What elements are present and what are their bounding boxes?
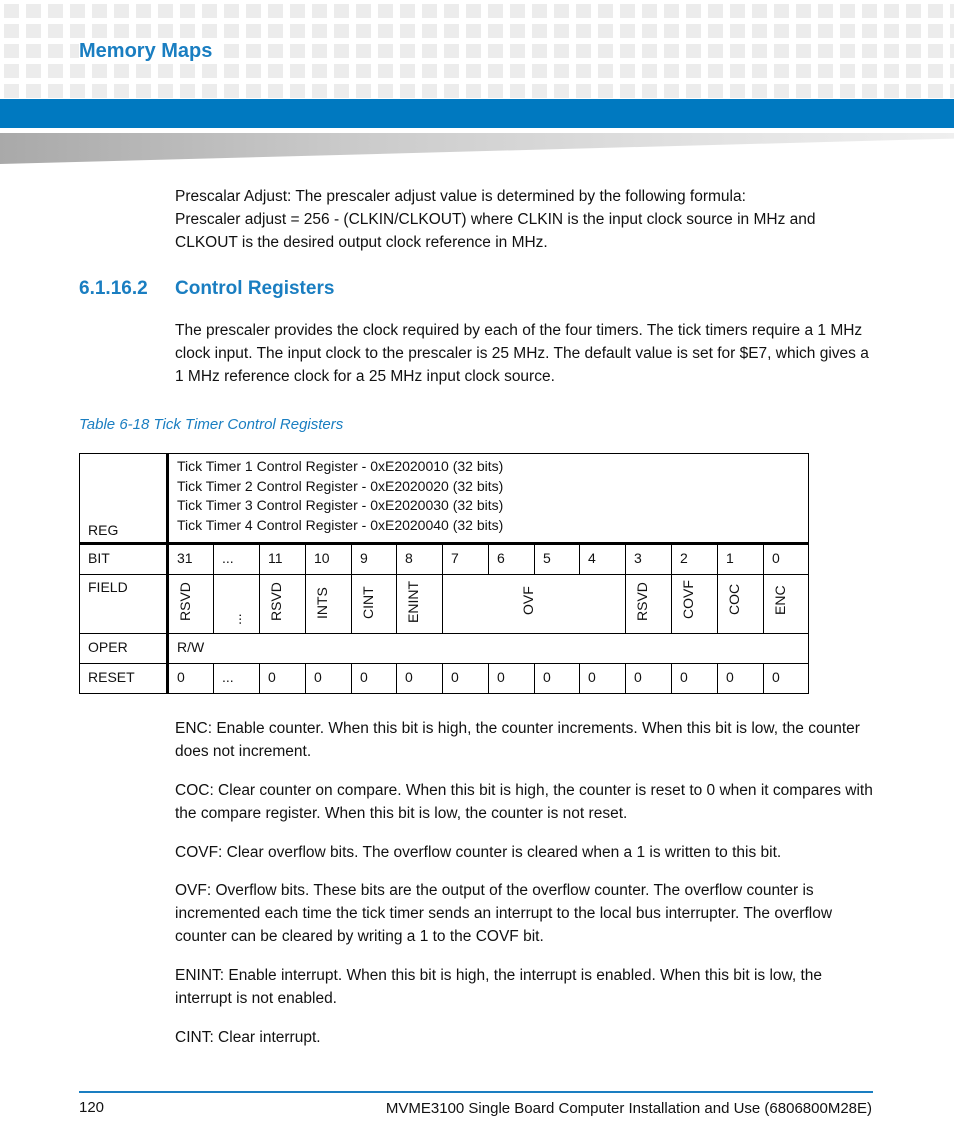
definition-enc: ENC: Enable counter. When this bit is high, the counter increments. When this bit is low, the counter does not increment. [175, 720, 860, 760]
reset-cell: 0 [626, 664, 672, 694]
field-name: OVF [519, 586, 536, 615]
definition-ovf: OVF: Overflow bits. These bits are the output of the overflow counter. The overflow counter is incremented each time the tick timer sends an interrupt to the local bus interrupter. The overflow counter can be cleared by writing a 1 to the COVF bit. [175, 882, 833, 945]
field-name: CINT [360, 586, 376, 619]
field-name: RSVD [177, 582, 193, 621]
reset-cell: 0 [443, 664, 489, 694]
reset-cell: 0 [352, 664, 397, 694]
reg-description [168, 454, 809, 544]
reset-cell: 0 [672, 664, 718, 694]
field-cell [764, 575, 809, 634]
reset-cell: 0 [535, 664, 580, 694]
reset-cell: 0 [168, 664, 214, 694]
table-row-reg [80, 454, 809, 544]
bit-cell: 10 [306, 544, 352, 575]
field-cell [718, 575, 764, 634]
section-title: Control Registers [175, 278, 335, 299]
field-cell [352, 575, 397, 634]
bit-label: BIT [80, 544, 168, 575]
field-cell [443, 575, 626, 634]
field-cell [672, 575, 718, 634]
field-name: RSVD [268, 582, 284, 621]
bit-cell: 2 [672, 544, 718, 575]
definition-cint: CINT: Clear interrupt. [175, 1029, 321, 1046]
bit-cell: 0 [764, 544, 809, 575]
bit-cell: 9 [352, 544, 397, 575]
bit-cell: 31 [168, 544, 214, 575]
table-row-reset [80, 664, 809, 694]
reset-cell: 0 [718, 664, 764, 694]
intro-line-3: CLKOUT is the desired output clock reference in MHz. [175, 234, 548, 251]
bit-cell: 4 [580, 544, 626, 575]
reset-cell: 0 [764, 664, 809, 694]
field-cell [260, 575, 306, 634]
definition-covf: COVF: Clear overflow bits. The overflow counter is cleared when a 1 is written to this bit. [175, 844, 782, 861]
intro-paragraph [175, 185, 875, 254]
definition-enint: ENINT: Enable interrupt. When this bit is high, the interrupt is enabled. When this bit is low, the interrupt is not enabled. [175, 967, 823, 1007]
intro-line-1: Prescalar Adjust: The prescaler adjust value is determined by the following formula: [175, 188, 746, 205]
document-title: MVME3100 Single Board Computer Installation and Use (6806800M28E) [385, 1100, 872, 1117]
reg-line: Tick Timer 1 Control Register - 0xE2020010 (32 bits) [177, 458, 504, 474]
field-name: COC [726, 583, 742, 615]
section-body: The prescaler provides the clock required by each of the four timers. The tick timers require a 1 MHz clock input. The input clock to the prescaler is 25 MHz. The default value is set for $E7, which gives a 1 MHz reference clock for a 25 MHz input clock source. [175, 322, 869, 385]
reset-cell: 0 [489, 664, 535, 694]
reset-cell: ... [214, 664, 260, 694]
reg-line: Tick Timer 2 Control Register - 0xE2020020 (32 bits) [177, 477, 504, 494]
field-label: FIELD [80, 575, 168, 634]
field-name: RSVD [634, 582, 650, 621]
field-name: ENC [772, 585, 788, 615]
reg-line: Tick Timer 3 Control Register - 0xE2020030 (32 bits) [177, 497, 504, 513]
register-table [79, 453, 809, 694]
page-number: 120 [79, 1099, 105, 1116]
bit-cell: 1 [718, 544, 764, 575]
bit-cell: 6 [489, 544, 535, 575]
section-number: 6.1.16.2 [79, 278, 148, 299]
field-cell [168, 575, 214, 634]
oper-value: R/W [168, 634, 809, 664]
bit-cell: 11 [260, 544, 306, 575]
bit-cell: 8 [397, 544, 443, 575]
bit-cell: ... [214, 544, 260, 575]
oper-label: OPER [80, 634, 168, 664]
bit-cell: 3 [626, 544, 672, 575]
definition-coc: COC: Clear counter on compare. When this bit is high, the counter is reset to 0 when it compares with the compare register. When this bit is low, the counter is not reset. [175, 782, 873, 822]
field-name: ENINT [405, 581, 421, 623]
reset-cell: 0 [306, 664, 352, 694]
reg-label: REG [80, 454, 168, 544]
reset-cell: 0 [260, 664, 306, 694]
field-name: ... [228, 613, 244, 625]
table-row-field [80, 575, 809, 634]
header-band [0, 99, 954, 128]
reset-label: RESET [80, 664, 168, 694]
table-row-oper [80, 634, 809, 664]
header-wedge [0, 133, 954, 164]
bit-cell: 7 [443, 544, 489, 575]
reg-line: Tick Timer 4 Control Register - 0xE2020040 (32 bits) [177, 516, 504, 533]
table-caption: Table 6-18 Tick Timer Control Registers [79, 416, 344, 433]
chapter-title: Memory Maps [79, 40, 218, 63]
reset-cell: 0 [580, 664, 626, 694]
field-name: INTS [314, 587, 330, 619]
table-row-bit [80, 544, 809, 575]
field-cell [214, 575, 260, 634]
footer-rule [79, 1091, 873, 1093]
intro-line-2: Prescaler adjust = 256 - (CLKIN/CLKOUT) where CLKIN is the input clock source in MHz and [175, 211, 816, 228]
field-cell [306, 575, 352, 634]
field-cell [397, 575, 443, 634]
section-heading [79, 278, 334, 300]
reset-cell: 0 [397, 664, 443, 694]
bit-cell: 5 [535, 544, 580, 575]
field-cell [626, 575, 672, 634]
field-name: COVF [680, 580, 696, 619]
